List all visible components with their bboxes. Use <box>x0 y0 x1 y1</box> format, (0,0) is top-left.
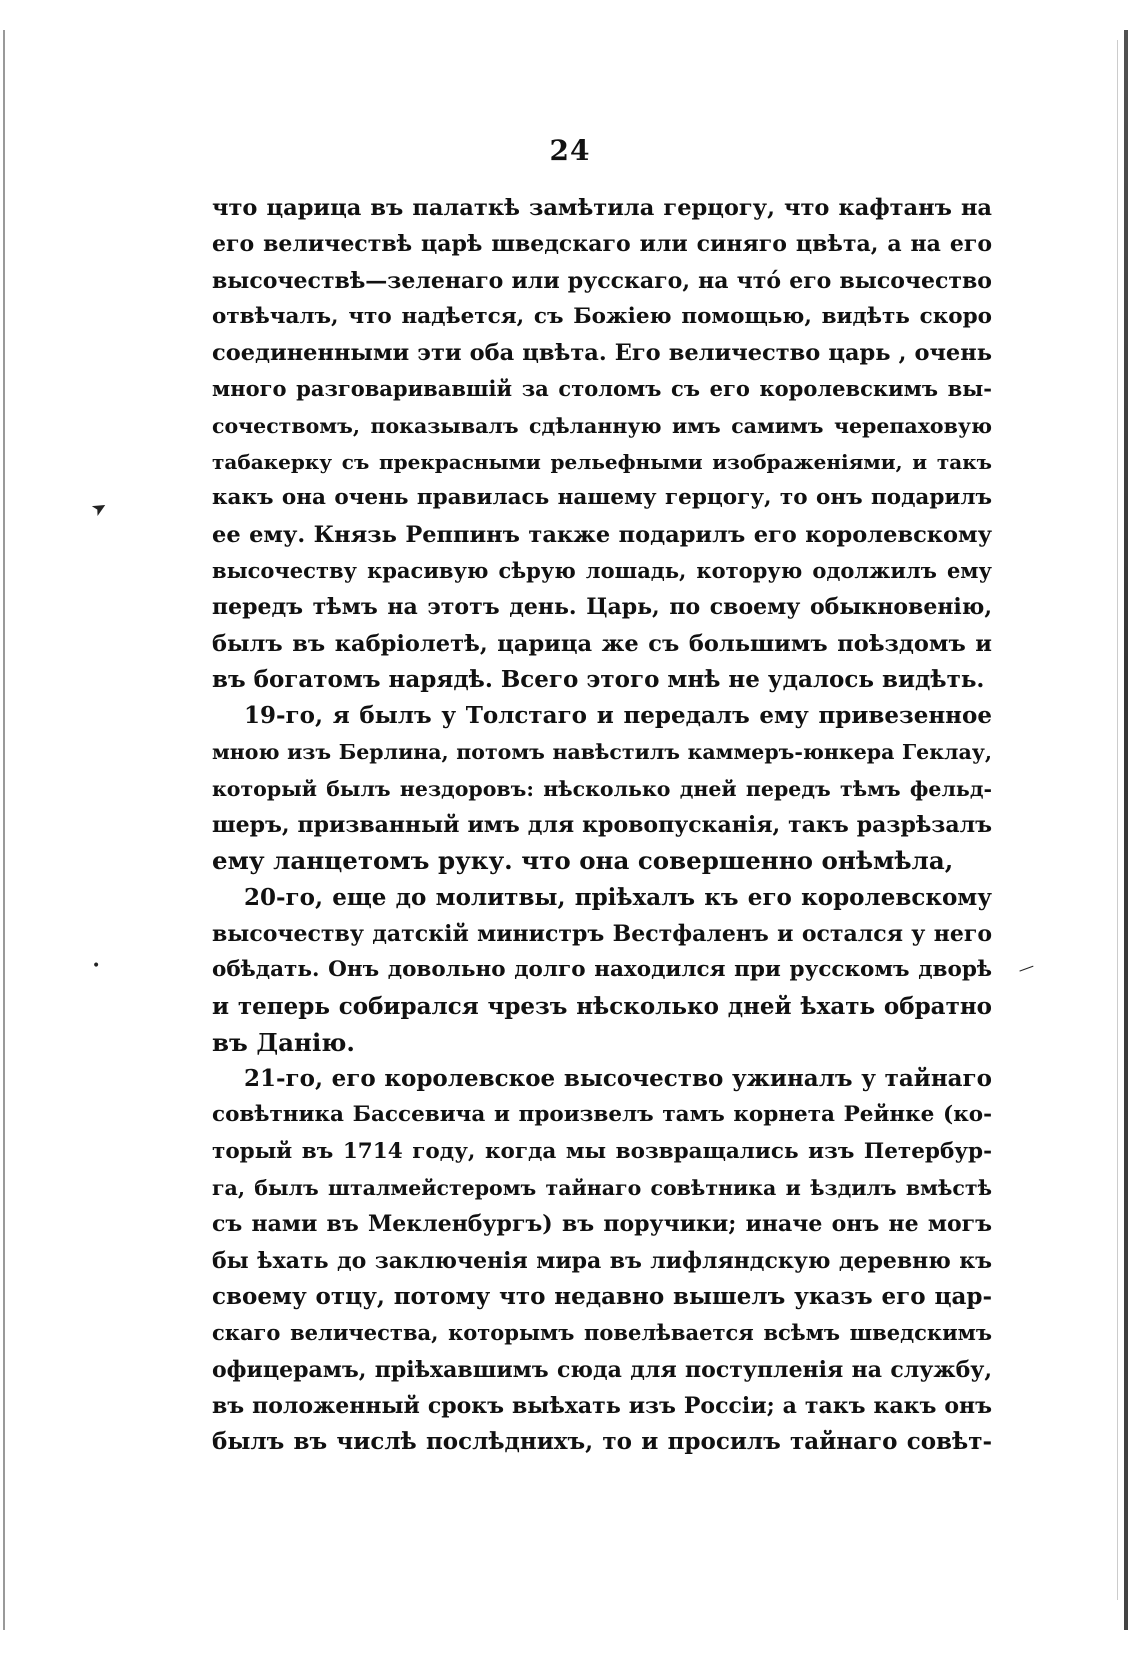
page-binding-edge <box>1124 30 1128 1630</box>
text-line: передъ тѣмъ на этотъ день. Царь, по своему обыкновенію, <box>212 594 992 621</box>
text-line: былъ въ кабріолетѣ, царица же съ большимъ поѣздомъ и <box>212 630 992 657</box>
text-line: отвѣчалъ, что надѣется, съ Божіею помощью, видѣть скоро <box>212 303 992 329</box>
text-line: скаго величества, которымъ повелѣвается всѣмъ шведскимъ <box>212 1320 992 1346</box>
text-line: былъ въ числѣ послѣднихъ, то и просилъ тайнаго совѣт- <box>212 1428 992 1456</box>
text-line: ее ему. Князь Реппинъ также подарилъ его королевскому <box>212 521 992 548</box>
text-line: высочеству датскій министръ Вестфаленъ и остался у него <box>212 920 992 947</box>
text-line: который былъ нездоровъ: нѣсколько дней передъ тѣмъ фельд- <box>212 776 992 801</box>
text-line: 20-го, еще до молитвы, пріѣхалъ къ его королевскому <box>244 883 992 911</box>
text-line: 21-го, его королевское высочество ужиналъ у тайнаго <box>244 1065 992 1093</box>
text-line: въ богатомъ нарядѣ. Всего этого мнѣ не удалось видѣть. <box>212 665 985 693</box>
text-line: много разговаривавшій за столомъ съ его королевскимъ вы- <box>212 376 992 402</box>
text-line: какъ она очень правилась нашему герцогу, то онъ подарилъ <box>212 485 992 511</box>
margin-mark: ➤ <box>87 495 112 522</box>
text-line: высочествѣ—зеленаго или русскаго, на что́ его высочество <box>212 267 992 294</box>
text-line: табакерку съ прекрасными рельефными изображеніями, и такъ <box>212 450 992 475</box>
text-line: соединенными эти оба цвѣта. Его величество царь , очень <box>212 340 992 367</box>
text-line: сочествомъ, показывалъ сдѣланную имъ самимъ черепаховую <box>212 413 992 438</box>
text-line: его величествѣ царѣ шведскаго или синяго цвѣта, а на его <box>212 231 992 258</box>
page-binding-shadow <box>1117 40 1118 1600</box>
text-line: га, былъ шталмейстеромъ тайнаго совѣтника и ѣздилъ вмѣстѣ <box>212 1176 992 1201</box>
body-text <box>212 190 992 1460</box>
page-number: 24 <box>549 134 591 167</box>
text-line: высочеству красивую сѣрую лошадь, которую одолжилъ ему <box>212 557 992 583</box>
text-line: своему отцу, потому что недавно вышелъ указъ его цар- <box>212 1282 992 1310</box>
page-left-edge <box>3 30 5 1630</box>
text-line: въ Данію. <box>212 1027 355 1057</box>
text-line: шеръ, призванный имъ для кровопусканія, такъ разрѣзалъ <box>212 812 992 839</box>
text-line: ему ланцетомъ руку. что она совершенно онѣмѣла, <box>212 846 954 876</box>
text-line: совѣтника Бассевича и произвелъ тамъ корнета Рейнке (ко- <box>212 1102 992 1128</box>
text-line: мною изъ Берлина, потомъ навѣстилъ каммеръ-юнкера Геклау, <box>212 740 992 765</box>
margin-tick: — <box>1015 955 1037 980</box>
text-line: что царица въ палаткѣ замѣтила герцогу, что кафтанъ на <box>212 195 992 221</box>
text-line: обѣдать. Онъ довольно долго находился при русскомъ дворѣ <box>212 957 992 983</box>
text-line: въ положенный срокъ выѣхать изъ Россіи; а такъ какъ онъ <box>212 1392 992 1419</box>
text-line: бы ѣхать до заключенія мира въ лифляндскую деревню къ <box>212 1247 992 1274</box>
text-line: 19-го, я былъ у Толстаго и передалъ ему привезенное <box>244 702 992 730</box>
text-line: съ нами въ Мекленбургъ) въ поручики; иначе онъ не могъ <box>212 1211 992 1238</box>
margin-dot: • <box>92 958 101 974</box>
text-line: и теперь собирался чрезъ нѣсколько дней ѣхать обратно <box>212 992 992 1020</box>
text-line: торый въ 1714 году, когда мы возвращались изъ Петербур- <box>212 1138 992 1164</box>
text-line: офицерамъ, пріѣхавшимъ сюда для поступленія на службу, <box>212 1356 992 1383</box>
